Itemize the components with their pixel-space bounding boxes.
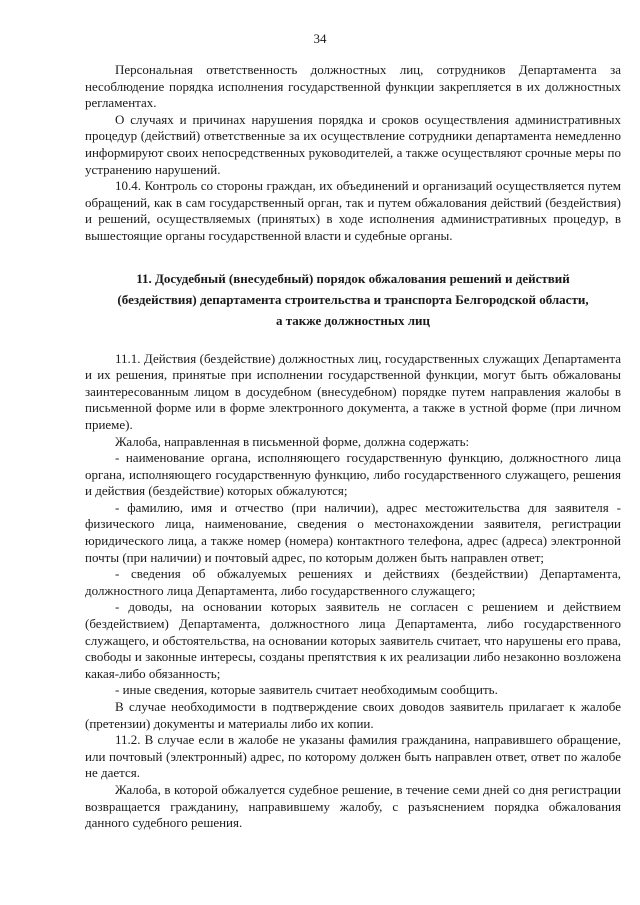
section-heading-line: 11. Досудебный (внесудебный) порядок обжалования решений и действий xyxy=(136,270,570,286)
section-heading-line: а также должностных лиц xyxy=(276,312,430,328)
section-heading xyxy=(85,268,621,331)
list-item: - иные сведения, которые заявитель считает необходимым сообщить. xyxy=(115,682,498,698)
paragraph-10-4: 10.4. Контроль со стороны граждан, их объединений и организаций осуществляется путем обращений, как в сам государственный орган, так и путем обжалования действий (бездействия) и решений, осуществляемых (принятых) в ходе исполнения административных процедур, в вышестоящие органы государственной власти и судебные органы. xyxy=(85,178,621,243)
list-item: - фамилию, имя и отчество (при наличии), адрес местожительства для заявителя - физического лица, наименование, сведения о местонахождении заявителя, регистрации юридического лица, а также номер (номера) контактного телефона, адрес (адреса) электронной почты (при наличии) и почтовый адрес, по которым должен быть направлен ответ; xyxy=(85,499,621,565)
paragraph-attachments: В случае необходимости в подтверждение своих доводов заявитель прилагает к жалобе (претензии) документы и материалы либо их копии. xyxy=(85,699,621,731)
section-heading-line: (бездействия) департамента строительства и транспорта Белгородской области, xyxy=(117,291,589,307)
list-item: - доводы, на основании которых заявитель не согласен с решением и действием (бездействием) Департамента, должностного лица Департамента, либо государственного служащего, и обстоятельства, на основании которых заявитель считает, что нарушены его права, свободы и законные интересы, созданы препятствия к их реализации либо незаконно возложена какая-либо обязанность; xyxy=(85,599,621,681)
paragraph-responsibility: Персональная ответственность должностных лиц, сотрудников Департамента за несоблюдение порядка исполнения государственной функции закрепляется в их должностных регламентах. xyxy=(85,62,621,111)
paragraph-court-decision: Жалоба, в которой обжалуется судебное решение, в течение семи дней со дня регистрации возвращается гражданину, направившему жалобу, с разъяснением порядка обжалования данного судебного решения. xyxy=(85,781,621,831)
paragraph-11-1: 11.1. Действия (бездействие) должностных лиц, государственных служащих Департамента и их решения, принятые при исполнении государственной функции, могут быть обжалованы заинтересованным лицом в досудебном (внесудебном) порядке путем направления жалобы в письменной форме или в форме электронного документа, а также в устной форме (при личном приеме). xyxy=(85,350,621,432)
document-body xyxy=(85,62,621,832)
list-item: - наименование органа, исполняющего государственную функцию, должностного лица органа, исполняющего государственную функцию, либо государственного служащего, решения и действия (бездействие) которых обжалуются; xyxy=(85,450,621,499)
paragraph-11-2: 11.2. В случае если в жалобе не указаны фамилия гражданина, направившего обращение, или почтовый (электронный) адрес, по которому должен быть направлен ответ, ответ по жалобе не дается. xyxy=(85,732,621,781)
list-item: - сведения об обжалуемых решениях и действиях (бездействии) Департамента, должностного лица Департамента, либо государственного служащего; xyxy=(85,566,621,598)
paragraph-complaint-contents: Жалоба, направленная в письменной форме, должна содержать: xyxy=(115,433,470,449)
paragraph-violations: О случаях и причинах нарушения порядка и сроков осуществления административных процедур (действий) ответственные за их осуществление сотрудники департамента немедленно информируют своих непосредственных руководителей, а также осуществляют срочные меры по устранению нарушений. xyxy=(85,111,621,177)
page-number: 34 xyxy=(313,31,327,46)
